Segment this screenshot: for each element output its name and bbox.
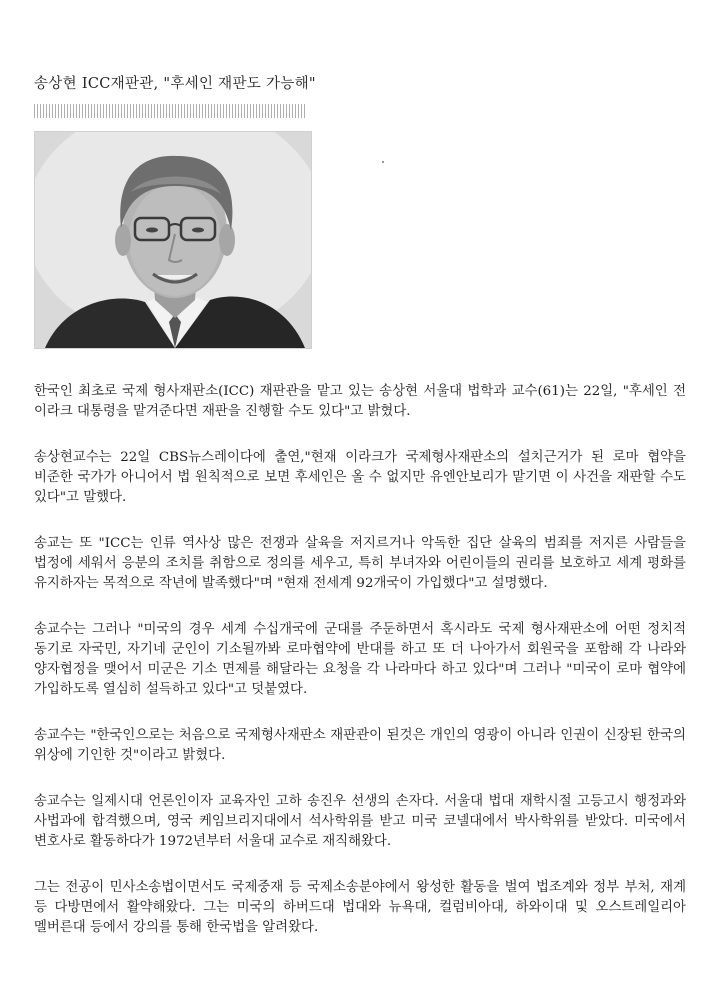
paragraph-1: 한국인 최초로 국제 형사재판소(ICC) 재판관을 맡고 있는 송상현 서울대 법학과 교수(61)는 22일, "후세인 전 이라크 대통령을 맡겨준다면 재판을 진행할 수도 있다"고 밝혔다.	[34, 384, 686, 419]
portrait-illustration	[35, 132, 311, 348]
paragraph-6: 송교수는 일제시대 언론인이자 교육자인 고하 송진우 선생의 손자다. 서울대 법대 재학시절 고등고시 행정과와 사법과에 합격했으며, 영국 케임브리지대에서 석사학위를 받고 미국 코넬대에서 박사학위를 받았다. 미국에서 변호사로 활동하다가 1972년부터 서울대 교수로 재직해왔다.	[34, 794, 686, 849]
portrait-photo	[34, 131, 312, 349]
paragraph-2: 송상현교수는 22일 CBS뉴스레이다에 출연,"현재 이라크가 국제형사재판소의 설치근거가 된 로마 협약을 비준한 국가가 아니어서 법 원칙적으로 보면 후세인은 올 수 없지만 유엔안보리가 맡기면 이 사건을 재판할 수도 있다"고 말했다.	[34, 450, 686, 505]
article-body	[34, 382, 686, 964]
paragraph-3: 송교는 또 "ICC는 인류 역사상 많은 전쟁과 살육을 저지르거나 악독한 집단 살육의 범죄를 저지른 사람들을 법정에 세워서 응분의 조치를 취함으로 정의를 세우고, 특히 부녀자와 어린이들의 권리를 보호하고 세계 평화를 유지하자는 목적으로 작년에 발족했다"며 "현재 전세계 92개국이 가입했다"고 설명했다.	[34, 536, 686, 591]
paragraph-7: 그는 전공이 민사소송법이면서도 국제중재 등 국제소송분야에서 왕성한 활동을 벌여 법조계와 정부 부처, 재계 등 다방면에서 활약해왔다. 그는 미국의 하버드대 법대와 뉴욕대, 컬럼비아대, 하와이대 및 오스트레일리아 멜버른대 등에서 강의를 통해 한국법을 알려왔다.	[34, 880, 686, 935]
article-headline: 송상현 ICC재판관, "후세인 재판도 가능해"	[34, 76, 316, 92]
scan-speck	[382, 161, 384, 163]
headline-divider	[34, 104, 307, 118]
paragraph-4: 송교수는 그러나 "미국의 경우 세계 수십개국에 군대를 주둔하면서 혹시라도 국제 형사재판소에 어떤 정치적 동기로 자국민, 자기네 군인이 기소될까봐 로마협약에 반대를 하고 또 더 나아가서 회원국을 포함해 각 나라와 양자협정을 맺어서 미군은 기소 면제를 해달라는 요청을 각 나라마다 하고 있다"며 그러나 "미국이 로마 협약에 가입하도록 열심히 설득하고 있다"고 덧붙였다.	[34, 622, 686, 697]
paragraph-5: 송교수는 "한국인으로는 처음으로 국제형사재판소 재판관이 된것은 개인의 영광이 아니라 인권이 신장된 한국의 위상에 기인한 것"이라고 밝혔다.	[34, 728, 686, 763]
